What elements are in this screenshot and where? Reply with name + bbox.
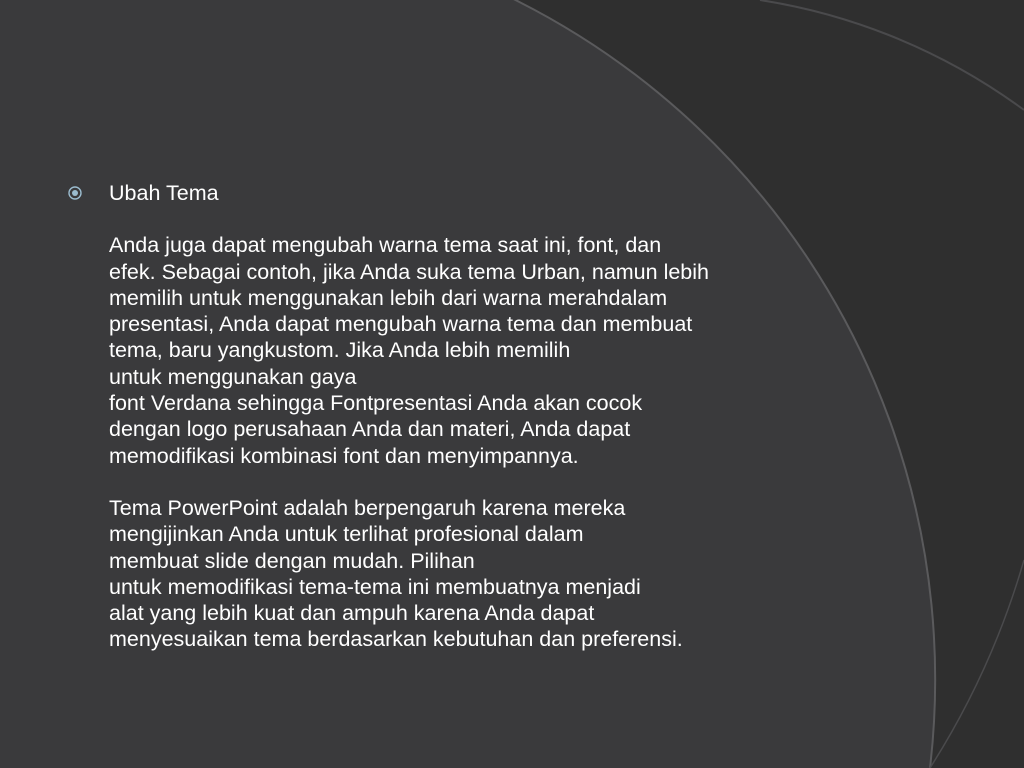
paragraph-line: memilih untuk menggunakan lebih dari warna merahdalam [109,285,668,310]
paragraph-line: Tema PowerPoint adalah berpengaruh karena mereka [109,495,626,520]
paragraph-line: untuk memodifikasi tema-tema ini membuatnya menjadi [109,574,641,599]
paragraph-line: alat yang lebih kuat dan ampuh karena Anda dapat [109,601,595,626]
paragraph-line: tema, baru yangkustom. Jika Anda lebih memilih [109,338,571,363]
paragraph-1 [109,232,868,469]
paragraph-2 [109,495,868,653]
paragraph-line: font Verdana sehingga Fontpresentasi Anda akan cocok [109,391,643,416]
slide-heading: Ubah Tema [109,181,219,205]
paragraph-line: mengijinkan Anda untuk terlihat profesional dalam [109,522,584,547]
content-area [68,180,868,679]
paragraph-line: membuat slide dengan mudah. Pilihan [109,548,475,573]
paragraph-line: efek. Sebagai contoh, jika Anda suka tema Urban, namun lebih [109,259,709,284]
text-block [109,180,868,653]
paragraph-line: memodifikasi kombinasi font dan menyimpannya. [109,443,579,468]
paragraph-line: presentasi, Anda dapat mengubah warna tema dan membuat [109,312,693,337]
paragraph-line: dengan logo perusahaan Anda dan materi, Anda dapat [109,417,631,442]
target-circle-bullet-icon [68,186,82,200]
paragraph-line: menyesuaikan tema berdasarkan kebutuhan dan preferensi. [109,627,683,652]
paragraph-line: untuk menggunakan gaya [109,364,357,389]
paragraph-line: Anda juga dapat mengubah warna tema saat ini, font, dan [109,233,662,258]
